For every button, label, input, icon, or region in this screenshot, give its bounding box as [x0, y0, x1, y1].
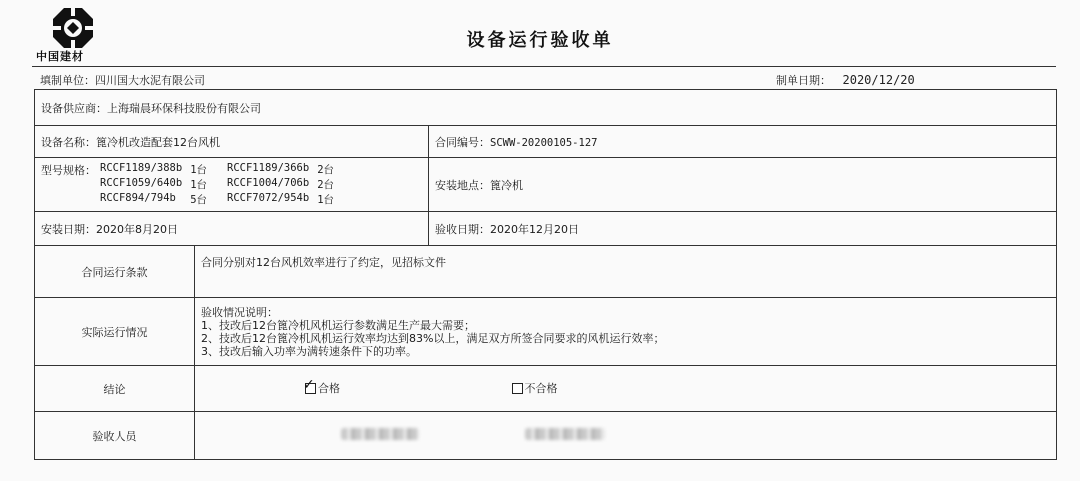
- filing-unit: [40, 72, 205, 88]
- model-qty: 2台: [317, 179, 335, 191]
- acceptance-date-label: 验收日期：: [435, 222, 490, 236]
- conclusion-row: [35, 366, 1057, 412]
- dates-row: [35, 212, 1057, 246]
- actual-notes: [201, 306, 1050, 358]
- acceptance-date-cell: [429, 212, 1057, 246]
- pass-option[interactable]: [303, 376, 340, 396]
- terms-value-cell: [195, 246, 1057, 298]
- actual-notes-cell: [195, 298, 1057, 366]
- filing-unit-label: 填制单位：: [40, 74, 95, 87]
- supplier-label: 设备供应商：: [41, 101, 107, 115]
- terms-label: 合同运行条款: [81, 265, 148, 279]
- model-qty: 2台: [317, 164, 335, 176]
- install-date-cell: [35, 212, 429, 246]
- actual-note-line: 3、技改后输入功率为满转速条件下的功率。: [201, 345, 417, 358]
- date-value: 2020/12/20: [842, 73, 915, 87]
- model-qty: 5台: [190, 194, 208, 206]
- logo-text: 中国建材: [36, 50, 84, 63]
- model-list: [100, 162, 334, 207]
- model-item: RCCF7072/954b: [227, 192, 310, 204]
- actual-note-line: 验收情况说明：: [201, 306, 278, 319]
- inspector-signature-cell: [195, 412, 1057, 460]
- install-location-label: 安装地点：: [435, 178, 490, 192]
- actual-row: [35, 298, 1057, 366]
- model-label: 型号规格：: [41, 164, 96, 177]
- equipment-value: 篦冷机改造配套12台风机: [96, 135, 220, 149]
- fail-label: 不合格: [524, 382, 558, 395]
- supplier-row: [35, 90, 1057, 126]
- terms-value: 合同分别对12台风机效率进行了约定，见招标文件: [201, 256, 446, 269]
- model-item: RCCF1004/706b: [227, 177, 310, 189]
- actual-note-line: 2、技改后12台篦冷机风机运行效率均达到83%以上，满足双方所签合同要求的风机运行效率；: [201, 332, 665, 345]
- document-date: [776, 72, 915, 88]
- contract-number-label: 合同编号：: [435, 135, 490, 149]
- document-title: 设备运行验收单: [466, 30, 614, 51]
- pass-checkbox[interactable]: [303, 376, 316, 394]
- acceptance-table: [34, 89, 1057, 460]
- contract-number-value: SCWW-20200105-127: [490, 136, 598, 149]
- supplier-value: 上海瑞晨环保科技股份有限公司: [107, 101, 261, 115]
- model-qty: 1台: [317, 194, 335, 206]
- equipment-row: [35, 126, 1057, 158]
- install-location-cell: [429, 158, 1057, 212]
- model-item: RCCF1189/388b: [100, 162, 183, 174]
- terms-row: [35, 246, 1057, 298]
- conclusion-options-cell: [195, 366, 1057, 412]
- conclusion-label: 结论: [103, 382, 126, 396]
- actual-note-line: 1、技改后12台篦冷机风机运行参数满足生产最大需要；: [201, 319, 475, 332]
- equipment-cell: [35, 126, 429, 158]
- fail-checkbox[interactable]: [512, 383, 523, 394]
- model-item: RCCF894/794b: [100, 192, 176, 204]
- date-label: 制单日期：: [776, 74, 831, 87]
- equipment-label: 设备名称：: [41, 135, 96, 149]
- inspector-label: 验收人员: [92, 429, 137, 443]
- supplier-cell: [35, 90, 1057, 126]
- filing-unit-value: 四川国大水泥有限公司: [95, 74, 205, 87]
- inspector-row: [35, 412, 1057, 460]
- install-location-value: 篦冷机: [490, 178, 523, 192]
- pass-label: 合格: [318, 382, 340, 395]
- model-qty: 1台: [190, 164, 208, 176]
- conclusion-label-cell: [35, 366, 195, 412]
- terms-label-cell: [35, 246, 195, 298]
- model-spec: [41, 162, 422, 207]
- checkmark-icon: ✓: [303, 376, 315, 393]
- signature-image: [525, 428, 605, 440]
- model-cell: [35, 158, 429, 212]
- model-row: [35, 158, 1057, 212]
- acceptance-date-value: 2020年12月20日: [490, 222, 579, 236]
- install-date-label: 安装日期：: [41, 222, 96, 236]
- signature-image: [341, 428, 419, 440]
- actual-label: 实际运行情况: [81, 325, 148, 339]
- fail-option[interactable]: [512, 380, 558, 396]
- install-date-value: 2020年8月20日: [96, 222, 178, 236]
- inspector-label-cell: [35, 412, 195, 460]
- contract-number-cell: [429, 126, 1057, 158]
- model-item: RCCF1189/366b: [227, 162, 310, 174]
- model-qty: 1台: [190, 179, 208, 191]
- model-item: RCCF1059/640b: [100, 177, 183, 189]
- actual-label-cell: [35, 298, 195, 366]
- header-rule-top: [32, 66, 1056, 67]
